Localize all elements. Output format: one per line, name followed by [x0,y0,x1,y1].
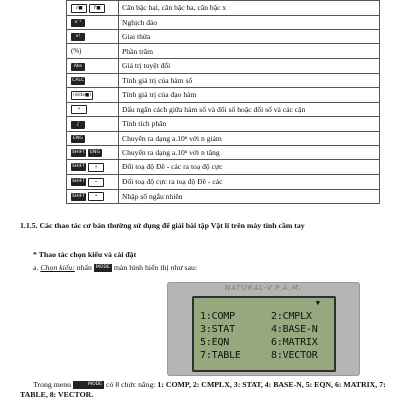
item-text-after: màn hình hiển thị như sau: [111,263,198,272]
key-cell [67,174,119,189]
calculator-key-icon: x⁻¹ [71,19,85,27]
calculator-key-icon: SHIFT [72,164,86,170]
key-table-row [67,15,380,29]
calculator-key-icon: • [88,192,104,201]
calculator-key-icon: − [88,178,104,187]
calculator-screen-image [167,282,360,376]
key-cell [67,145,119,159]
key-description: Tính tích phân [119,117,380,131]
footer-mode-list: 1: COMP, 2: CMPLX, 3: STAT, 4: BASE-N, 5: EQN, 6: MATRIX, 7: TABLE, 8: VECTOR. [20,380,386,399]
calculator-key-icon: ENG [88,149,102,157]
key-description: Căn bậc hai, căn bậc ba, căn bậc x [119,1,380,16]
key-description: Chuyển ra dạng a.10ⁿ với n giảm [119,131,380,145]
menu-row [200,350,318,361]
key-description: Đổi toạ độ Đề - các ra toạ độ cực [119,160,380,175]
menu-row [200,311,312,322]
footer-text-b: có 8 chức năng: [104,380,158,389]
key-table-row [67,73,380,87]
calculator-key-icon: SHIFT [72,193,86,199]
calculator-key-icon: SHIFT [72,179,86,184]
item-label: Chọn kiểu: [40,263,75,272]
key-function-table [66,0,380,204]
sub-heading: * Thao tác chọn kiểu và cài đặt [33,250,137,259]
key-table-row [67,160,380,175]
calculator-key-icon: + [88,163,104,172]
key-table-row [67,145,380,159]
lcd-display [192,296,336,372]
key-cell [67,102,119,117]
key-cell [67,160,119,175]
menu-item: 6:MATRIX [271,337,318,348]
calculator-key-icon: CALC [72,77,85,83]
key-cell [67,189,119,204]
menu-item: 2:CMPLX [271,311,312,322]
key-description: Đổi toạ độ cực ra toạ độ Đề - các [119,174,380,189]
key-table-row [67,102,380,117]
calculator-brand: NATURAL-V.P.A.M. [224,284,303,292]
menu-item: 3:STAT [200,324,235,335]
menu-item: 7:TABLE [200,350,241,361]
key-cell [67,117,119,131]
mode-key-icon: MODE [73,381,104,389]
item-text-before: nhấn [74,263,94,272]
calculator-key-icon: Abs [71,63,85,71]
menu-row [200,337,318,348]
key-table-row [67,117,380,131]
key-description: Tính giá trị của hàm số [119,73,380,87]
calculator-key-icon: x! [71,33,85,41]
key-cell [67,30,119,44]
calculator-key-icon: √■ [71,4,87,13]
menu-item: 8:VECTOR [271,350,318,361]
calculator-key-icon: ∛■ [89,4,105,13]
menu-item: 4:BASE-N [271,324,318,335]
calculator-key-icon: ∫ [71,121,85,129]
key-cell [67,59,119,73]
key-description: Giá trị tuyệt đối [119,59,380,73]
section-heading: 1.1.5. Các thao tác cơ bản thường sử dụng để giải bài tập Vật lí trên máy tính cầm tay [20,221,305,230]
key-description: Chuyển ra dạng a.10ⁿ với n tăng [119,145,380,159]
key-description: Dấu ngăn cách giữa hàm số và đối số hoặc đối số và các cận [119,102,380,117]
mode-key-icon: MODE [95,265,110,271]
key-table-row [67,87,380,102]
key-table-row [67,30,380,44]
calculator-key-icon: SHIFT [72,150,86,155]
key-cell [67,73,119,87]
menu-summary-paragraph [20,380,390,400]
key-description: Giai thừa [119,30,380,44]
calculator-key-icon: (d/dx■) [73,92,92,98]
menu-item: 5:EQN [200,337,230,348]
menu-item: 1:COMP [200,311,235,322]
mode-instruction [33,263,197,272]
key-description: Tính giá trị của đạo hàm [119,87,380,102]
key-cell [67,1,119,16]
key-cell [67,15,119,29]
item-prefix: a. [33,263,41,272]
menu-row [200,324,318,335]
scroll-down-indicator-icon: ▼ [315,299,320,307]
calculator-key-icon: ENG [71,135,85,143]
calculator-key-icon: (%) [71,47,82,56]
key-description: Phần trăm [119,44,380,59]
key-table-row [67,189,380,204]
key-description: Nghịch đảo [119,15,380,29]
key-table-row [67,44,380,59]
key-cell [67,87,119,102]
key-description: Nhập số ngẫu nhiên [119,189,380,204]
calculator-key-icon: • [71,105,87,114]
key-table-row [67,131,380,145]
footer-text-a: Trong menu [33,380,74,389]
key-table-row [67,1,380,16]
key-table-row [67,174,380,189]
key-cell [67,44,119,59]
key-cell [67,131,119,145]
key-table-row [67,59,380,73]
